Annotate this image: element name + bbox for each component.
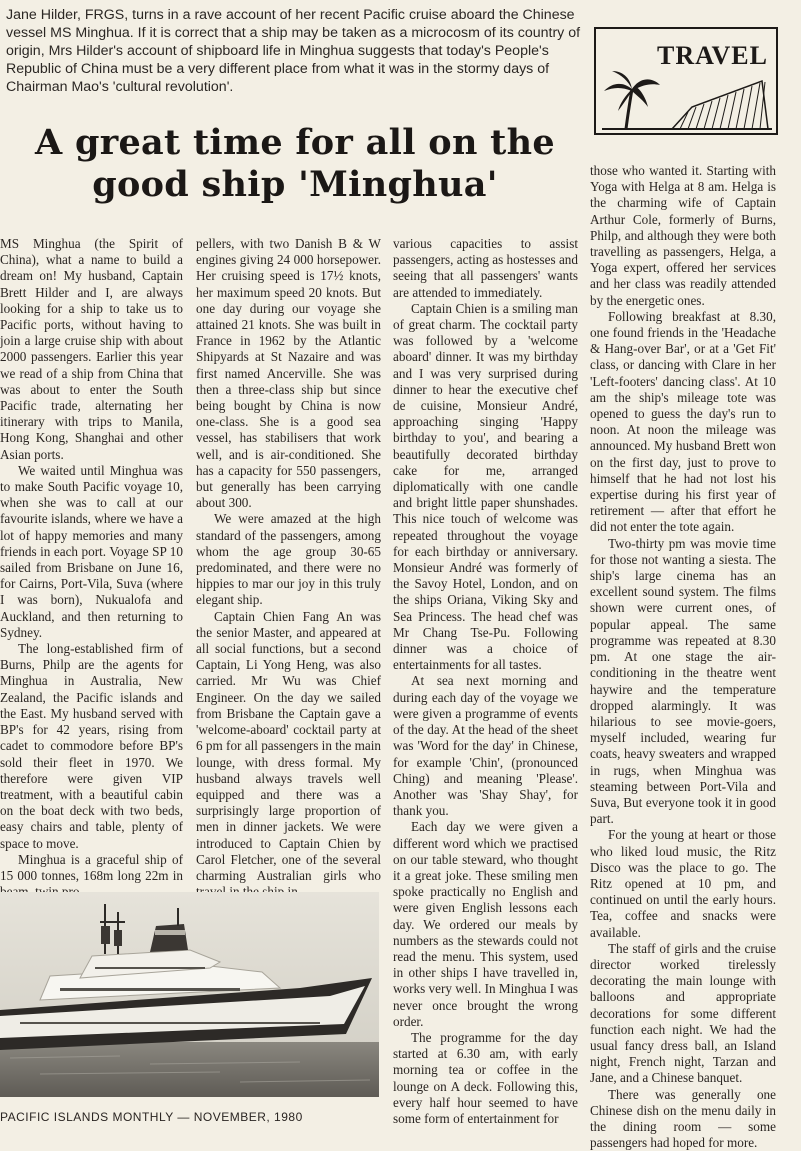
paragraph: At sea next morning and during each day of the voyage we were given a programme of events of the day. At the head of the sheet was 'Word for the day' in Chinese, for example 'Chin', (pronounced Ching) and meaning 'Please'. Another was 'Shay Shay', for thank you. [393, 673, 578, 819]
paragraph: There was generally one Chinese dish on the menu daily in the dining room — some passengers had hoped for more. [590, 1086, 776, 1151]
paragraph: We waited until Minghua was to make South Pacific voyage 10, when she was to call at our favourite islands, where we have a lot of happy memories and many friends in each port. Voyage SP 10 sailed from Brisbane on June 16, for Cairns, Port-Vila, Suva (where I was born), Nukualofa and Auckland, and then returning to Sydney. [0, 462, 183, 640]
article-headline: A great time for all on the good ship 'Minghua' [35, 122, 555, 205]
paragraph: The long-established firm of Burns, Philp are the agents for Minghua in Australia, New Zealand, the Pacific islands and the East. My husband served with BP's for 42 years, rising from cadet to commodore before BP's sold their fleet in 1970. We therefore were given VIP treatment, with a beautiful cabin on the boat deck with two beds, easy chairs and table, plenty of space to move. [0, 641, 183, 851]
paragraph: Captain Chien Fang An was the senior Master, and appeared at all social functions, but a second Captain, Li Yong Heng, was also carried. Mr Wu was Chief Engineer. On the day we sailed from Brisbane the Captain gave a 'welcome-aboard' cocktail party at 6 pm for all passengers in the main lounge, with dress formal. My husband always travels well equipped and there was a surprisingly large proportion of men in dinner jackets. We were introduced to Captain Chien by Carol Fletcher, one of the several charming Australian girls who [196, 608, 381, 883]
paragraph: The staff of girls and the cruise director worked tirelessly decorating the main lounge with balloons and appropriate decorations for some different function each night. We had the usual fancy dress ball, an Island night, French night, Tarzan and Jane, and a Chinese banquet. [590, 940, 776, 1086]
article-column-3 [393, 236, 578, 1126]
cruise-ship-image [0, 892, 379, 1097]
paragraph: those who wanted it. Starting with Yoga with Helga at 8 am. Helga is the charming wife of Captain Arthur Cole, formerly of Burns, Philp, and although they were both travelling as passengers, Helga, a Yoga expert, offered her services and her class was readily attended by the energetic ones. [590, 163, 776, 308]
paragraph: various capacities to assist passengers, acting as hostesses and seeing that all passengers' wants are attended to immediately. [393, 236, 578, 300]
intro-blurb: Jane Hilder, FRGS, turns in a rave account of her recent Pacific cruise aboard the Chinese vessel MS Minghua. If it is correct that a ship may be taken as a microcosm of its country of origin, Mrs Hilder's account of shipboard life in Minghua suggests that today's People's Republic of China must be a very different place from what it was in the stormy days of Chairman Mao's 'cultural revolution'. [6, 7, 581, 95]
paragraph: Captain Chien is a smiling man of great charm. The cocktail party was followed by a 'welcome aboard' dinner. It was my birthday and I was very surprised during dinner to hear the executive chef de cuisine, Monsieur André, approaching singing 'Happy birthday to you', and bearing a beautifully decorated birthday cake for me, arranged diplomatically with one candle and bright little paper shunshades. This nice touch of welcome was repeated throughout the voyage for each birthday or anniversary. Monsieur André was formerly of the Savoy Hotel, London, and on the ships Oriana, Viking Sky and Sea Princess. The head chef was Mr Chang Tse-Pu. Following dinner was a choice of entertainments for all tastes. [393, 300, 578, 673]
ship-photo [0, 892, 379, 1097]
paragraph: pellers, with two Danish B & W engines giving 24 000 horsepower. Her cruising speed is 17½ knots, her maximum speed 20 knots. But one day during our voyage she attained 21 knots. She was built in France in 1962 by the Atlantic Shipyards at St Nazaire and was first named Ancerville. She was then a three-class ship but since being bought by China is now one-class. She is a good sea vessel, has stabilisers that work well, and is air-conditioned. She has a capacity for 550 passengers, but generally has been carrying about 300. [196, 236, 381, 511]
paragraph: For the young at heart or those who liked loud music, the Ritz Disco was the place to go. The Ritz opened at 10 pm, and continued on until the early hours. Tea, coffee and snacks were available. [590, 827, 776, 940]
section-label: TRAVEL [656, 41, 768, 70]
article-column-4 [590, 163, 776, 1151]
paragraph: Minghua is a graceful ship of 15 000 tonnes, 168m long 22m in [0, 851, 183, 883]
travel-section-badge [594, 27, 778, 135]
article-column-2 [196, 236, 381, 884]
paragraph: Two-thirty pm was movie time for those not wanting a siesta. The ship's large cinema has an excellent sound system. The films shown were current ones, of popular appeal. The same programme was repeated at 8.30 pm. At one stage the air-conditioning in the theatre went haywire and the temperature dropped alarmingly. It was hilarious to see movie-goers, myself included, wearing fur coats, heavy sweaters and wrapped in rugs, when Minghua was steaming between Port-Vila and Suva, But everyone took it in good part. [590, 535, 776, 827]
paragraph: We were amazed at the high standard of the passengers, among whom the age group 30-65 predominated, and there were no hippies to mar our joy in this truly elegant ship. [196, 511, 381, 608]
paragraph: MS Minghua (the Spirit of China), what a name to build a dream on! My husband, Captain Brett Hilder and I, are always looking for a ship to take us to Pacific ports, without having to join a large cruise ship with about 2000 passengers. Earlier this year we read of a ship from China that was about to enter the South Pacific trade, alternating her itinerary with trips to Manila, Hong Kong, Shanghai and other Asian ports. [0, 236, 183, 462]
article-column-1 [0, 236, 183, 882]
paragraph: Each day we were given a different word which we practised on our table steward, who thought it a great joke. These smiling men spoke practically no English and were given English lessons each day. We ordered our meals by numbers as the stewards could not read the menu. This system, used in other ships I have travelled in, works very well. In Minghua I was never once brought the wrong order. [393, 819, 578, 1029]
palm-beach-icon [602, 67, 772, 131]
paragraph: Following breakfast at 8.30, one found friends in the 'Headache & Hang-over Bar', or at a 'Get Fit' class, or dancing with Clare in her 'Left-footers' dancing class'. At 10 am the ship's mileage tote was opened to guess the day's run to noon. At noon the mileage was announced. My husband Brett won on the first day, just to prove to himself that he had not lost his expertise during his first year of retirement — after that effort he did not enter the tote again. [590, 308, 776, 535]
page-footer: PACIFIC ISLANDS MONTHLY — NOVEMBER, 1980 [0, 1110, 303, 1124]
paragraph: The programme for the day started at 6.30 am, with early morning tea or coffee in the lounge on A deck. Following this, every half hour seemed to have some form of entertainment for [393, 1029, 578, 1126]
